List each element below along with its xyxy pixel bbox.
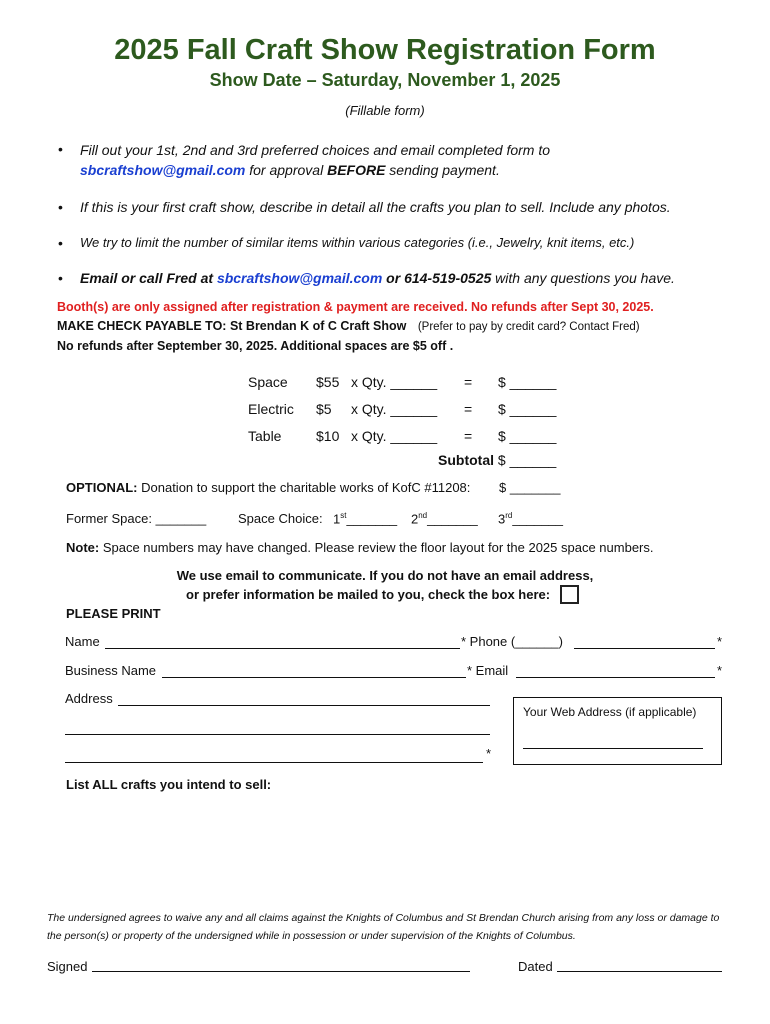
total-field[interactable]: $ ______ [498,428,557,444]
refund-notice: Booth(s) are only assigned after registration & payment are received. No refunds after Sept 30, 2025. [57,300,654,314]
bullet-icon: • [58,199,63,215]
donation-field[interactable]: $ _______ [499,480,561,495]
form-title: 2025 Fall Craft Show Registration Form [114,34,656,66]
business-input[interactable] [162,677,466,678]
no-refunds-line: No refunds after September 30, 2025. Additional spaces are $5 off . [57,339,454,353]
email-link[interactable]: sbcraftshow@gmail.com [216,270,383,286]
phone-input[interactable] [574,648,715,649]
bullet-icon: • [58,141,63,157]
signed-label: Signed [47,959,88,974]
space-choice-2nd[interactable]: 2nd_______ [411,511,478,527]
email-comm-line2: or prefer information be mailed to you, check the box here: [186,587,551,602]
former-space-field[interactable]: Former Space: _______ [66,511,207,526]
email-link[interactable]: sbcraftshow@gmail.com [80,162,246,178]
date-input[interactable] [557,971,722,972]
note-line: Note: Space numbers may have changed. Please review the floor layout for the 2025 space numbers. [66,540,654,555]
crafts-label: List ALL crafts you intend to sell: [66,777,272,792]
subtotal-row: Subtotal $ ______ [438,452,557,468]
crafts-input[interactable] [66,798,716,898]
web-address-box [513,697,722,765]
phone-label: * Phone (______) [461,634,563,649]
space-choice-label: Space Choice: [238,511,323,526]
qty-field[interactable]: x Qty. ______ [351,374,438,390]
web-address-input[interactable] [523,748,703,749]
donation-row: OPTIONAL: Donation to support the charitable works of KofC #11208: [66,480,471,495]
address-input-1[interactable] [118,705,490,706]
total-field[interactable]: $ ______ [498,401,557,417]
bullet-4: Email or call Fred at sbcraftshow@gmail.com or 614-519-0525 with any questions you have. [80,270,675,286]
show-date: Show Date – Saturday, November 1, 2025 [209,70,561,90]
email-comm-line1: We use email to communicate. If you do not have an email address, [176,568,594,583]
space-choice-3rd[interactable]: 3rd_______ [498,511,563,527]
name-label: Name [65,634,100,649]
required-star: * [486,746,492,761]
total-field[interactable]: $ ______ [498,374,557,390]
required-star: * [717,663,723,678]
required-star: * [717,634,723,649]
address-input-3[interactable] [65,762,483,763]
bullet-icon: • [58,270,63,286]
address-input-2[interactable] [65,734,490,735]
please-print: PLEASE PRINT [66,606,161,621]
payable-line: MAKE CHECK PAYABLE TO: St Brendan K of C Craft Show (Prefer to pay by credit card? Contact Fred) [57,319,640,333]
signature-input[interactable] [92,971,470,972]
qty-field[interactable]: x Qty. ______ [351,428,438,444]
fillable-note: (Fillable form) [345,103,425,118]
qty-field[interactable]: x Qty. ______ [351,401,438,417]
subtotal-field[interactable]: $ ______ [497,452,557,468]
email-label: * Email [467,663,509,678]
name-input[interactable] [105,648,460,649]
web-address-label: Your Web Address (if applicable) [523,705,697,719]
waiver-text: The undersigned agrees to waive any and all claims against the Knights of Columbus and St Brendan Church arising from any loss or damage to the person(s) or property of the undersigned while in possession or under supervision of the Knights of Columbus. [47,912,720,942]
dated-label: Dated [518,959,553,974]
bullet-3: We try to limit the number of similar items within various categories (i.e., Jewelry, knit items, etc.) [80,235,635,250]
bullet-1: Fill out your 1st, 2nd and 3rd preferred choices and email completed form to sbcraftshow@gmail.com for approval BEFORE sending payment. [80,142,551,178]
space-choice-1st[interactable]: 1st_______ [333,511,398,527]
email-input[interactable] [516,677,715,678]
address-label: Address [65,691,113,706]
bullet-icon: • [58,235,63,251]
mail-checkbox[interactable] [560,585,579,604]
business-label: Business Name [65,663,157,678]
bullet-2: If this is your first craft show, describe in detail all the crafts you plan to sell. Include any photos. [80,199,671,215]
